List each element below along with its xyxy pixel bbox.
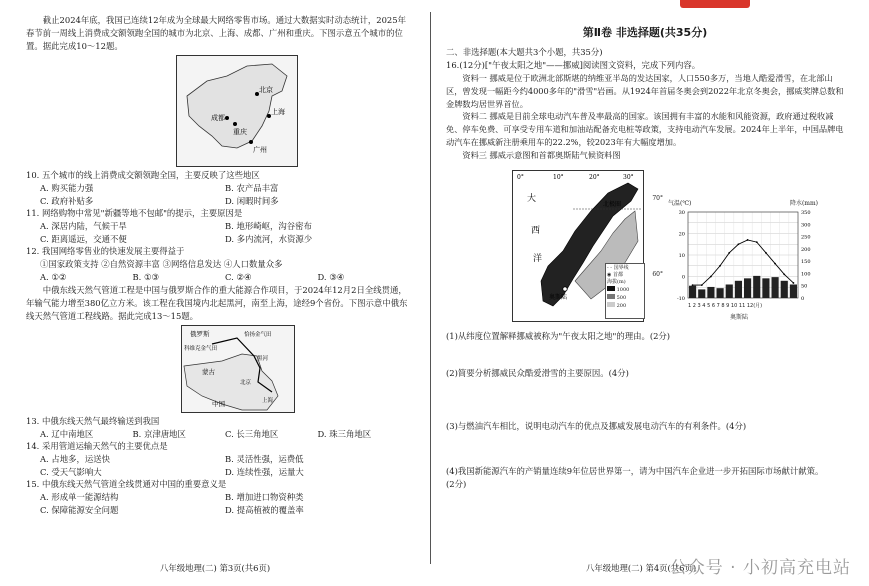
- oslo-dot: [563, 286, 567, 290]
- q10-options: [26, 182, 410, 207]
- china-city-map: [176, 55, 298, 167]
- temperature-point: [719, 264, 721, 266]
- map2-label-beijing: 北京: [240, 379, 252, 386]
- map1-label-beijing: 北京: [259, 86, 273, 94]
- q15-option-a: A. 形成单一能源结构: [40, 492, 119, 502]
- q13-option-a: A. 辽中南地区: [40, 428, 94, 439]
- question-16-head: 16.(12分)["午夜太阳之地"——挪威]阅读图文资料，完成下列内容。: [446, 60, 701, 70]
- q12-option-a: A. ①②: [40, 272, 67, 282]
- precip-bar: [762, 278, 769, 298]
- temperature-point: [710, 275, 712, 277]
- q14-options: [26, 453, 410, 478]
- q10-option-d: D. 闲暇时间多: [225, 195, 279, 206]
- map2-label-shanghai: 上海: [262, 397, 274, 404]
- precip-bar: [772, 277, 779, 298]
- intro-online-retail: 截止2024年底，我国已连续12年成为全球最大网络零售市场。通过大数据实时动态统计，2025年春节前一周线上消费成交额领跑全国的城市为北京、上海、成都、广州和重庆。下图示意五个城市的位置。据此完成10～12题。: [26, 15, 406, 51]
- temperature-point: [756, 241, 758, 243]
- map2-label-chayanda: 恰扬金气田: [244, 331, 272, 338]
- q10-option-c: C. 政府补贴多: [40, 195, 94, 206]
- q11-options: [26, 220, 410, 245]
- map3-legend: [605, 263, 645, 319]
- question-10: 10. 五个城市的线上消费成交额领跑全国，主要反映了这些地区: [26, 170, 260, 180]
- legend-border-line: - - 国界线: [607, 264, 629, 271]
- map1-label-chengdu: 成都: [211, 114, 225, 122]
- precip-bar: [726, 284, 733, 298]
- map3-lon-10: 10°: [553, 173, 564, 181]
- city-guangzhou-dot: [249, 140, 253, 144]
- pipeline-map-svg: [182, 326, 294, 412]
- precip-bar: [744, 278, 751, 298]
- temperature-point: [738, 243, 740, 245]
- q13-options: [26, 428, 410, 441]
- precip-tick-label: 150: [801, 258, 811, 265]
- temperature-point: [747, 239, 749, 241]
- question-14: 14. 采用管道运输天然气的主要优点是: [26, 441, 168, 451]
- intro-gas-pipeline: 中俄东线天然气管道工程是中国与俄罗斯合作的重大能源合作项目，于2024年12月2日全线贯通，年输气能力增至380亿立方米。该工程在我国境内北起黑河，南至上海，途经9个省份。下图示意中俄东线天然气管道工程线路。据此完成13～15题。: [26, 284, 408, 321]
- climate-ylabel-left: 气温(℃): [668, 199, 692, 207]
- map3-label-da: 大: [527, 193, 537, 204]
- temperature-point: [783, 273, 785, 275]
- map3-lat-60: 60°: [652, 270, 663, 278]
- right-page-footer: 八年级地理(二) 第4页(共6页): [586, 563, 697, 573]
- figures-row: [446, 164, 844, 326]
- temp-tick-label: 30: [678, 209, 685, 216]
- q12-items: ①国家政策支持 ②自然资源丰富 ③网络信息发达 ④人口数量众多: [40, 259, 283, 269]
- q11-option-c: C. 距离遥远，交通不便: [40, 233, 127, 244]
- right-page: [436, 0, 858, 586]
- q15-option-b: B. 增加进口物资种类: [225, 492, 304, 502]
- q13-option-c: C. 长三角地区: [225, 428, 279, 439]
- map3-lat-70: 70°: [652, 194, 663, 202]
- material-1: 资料一 挪威是位于欧洲北部斯堪的纳维亚半岛的发达国家，人口550多万，当地人酷爱滑雪，在北部山区，曾发现一幅距今约4000多年的"滑雪"岩画。从1924年首届冬奥会到2022年北京冬奥会，挪威奖牌总数和金牌数均居世界首位。: [446, 73, 844, 109]
- precip-bar: [753, 275, 760, 297]
- material-3: 资料三 挪威示意图和首都奥斯陆气候资料图: [462, 149, 621, 160]
- left-page-footer: 八年级地理(二) 第3页(共6页): [160, 563, 271, 573]
- q14-option-c: C. 受天气影响大: [40, 466, 102, 477]
- map1-label-guangzhou: 广州: [253, 146, 267, 154]
- norway-map: [512, 170, 663, 322]
- q11-option-d: D. 多内流河，水资源少: [225, 233, 313, 244]
- city-chongqing-dot: [233, 122, 237, 126]
- precip-bar: [781, 280, 788, 297]
- map3-label-xi: 西: [531, 225, 541, 236]
- precip-tick-label: 300: [801, 221, 811, 228]
- map3-label-arctic-circle: 北极圈: [603, 200, 622, 208]
- map1-label-shanghai: 上海: [271, 108, 285, 116]
- sub-question-2: (2)简要分析挪威民众酷爱滑雪的主要原因。(4分): [446, 367, 629, 378]
- map3-lon-30: 30°: [623, 173, 634, 181]
- q12-option-d: D. ③④: [317, 272, 345, 282]
- section-title: 第Ⅱ卷 非选择题(共35分): [582, 26, 708, 39]
- sub-question-4: (4)我国新能源汽车的产销量连续9年位居世界第一，请为中国汽车企业进一步开拓国际市场献计献策。(2分): [446, 465, 824, 489]
- q10-option-a: A. 购买能力强: [40, 183, 94, 193]
- map2-label-heihe: 黑河: [257, 355, 269, 362]
- page-divider: [430, 12, 431, 564]
- climate-ylabel-right: 降水(mm): [789, 199, 818, 207]
- oslo-climate-chart: [668, 198, 818, 322]
- temp-tick-label: 20: [678, 231, 685, 238]
- precip-bar: [698, 289, 705, 298]
- temp-tick-label: 0: [681, 274, 685, 281]
- map2-label-mongolia: 蒙古: [202, 367, 215, 376]
- question-12: 12. 我国网络零售业的快速发展主要得益于: [26, 246, 185, 256]
- q14-option-d: D. 连续性强，运量大: [225, 466, 304, 477]
- q13-option-d: D. 珠三角地区: [317, 428, 372, 439]
- q11-option-a: A. 深居内陆，气候干旱: [40, 221, 127, 231]
- legend-elev-200: 200: [607, 302, 643, 310]
- precip-bar: [717, 288, 724, 298]
- precip-bar: [735, 280, 742, 297]
- precip-tick-label: 100: [801, 271, 811, 278]
- map3-lon-20: 20°: [589, 173, 600, 181]
- q12-options: [26, 271, 410, 284]
- map2-label-russia: 俄罗斯: [190, 329, 210, 338]
- q14-option-a: A. 占地多，运送快: [40, 454, 110, 464]
- precip-tick-label: 250: [801, 234, 811, 241]
- temp-tick-label: 10: [678, 252, 685, 259]
- material-2: 资料二 挪威是目前全球电动汽车普及率最高的国家。该国拥有丰富的水能和风能资源，政府通过税收减免、停车免费、可享受专用车道和加油站配备充电桩等政策，支持电动汽车发展。2024年上半年，中国品牌电动汽车在挪威新注册乘用车的22.2%，较2023年有大幅度增加。: [446, 111, 844, 147]
- map2-label-china: 中国: [212, 399, 225, 408]
- precip-tick-label: 50: [801, 283, 808, 290]
- q10-option-b: B. 农产品丰富: [225, 183, 279, 193]
- question-11: 11. 网络购物中常见"新疆等地不包邮"的提示，主要原因是: [26, 208, 243, 218]
- temperature-point: [774, 262, 776, 264]
- question-15: 15. 中俄东线天然气管道全线贯通对中国的重要意义是: [26, 479, 227, 489]
- sub-question-1: (1)从纬度位置解释挪威被称为"午夜太阳之地"的理由。(2分): [446, 330, 671, 341]
- q12-option-b: B. ①③: [132, 272, 159, 282]
- sub-question-3: (3)与燃油汽车相比，说明电动汽车的优点及挪威发展电动汽车的有利条件。(4分): [446, 420, 747, 431]
- map3-label-oslo: 奥斯陆: [549, 293, 568, 301]
- map1-label-chongqing: 重庆: [233, 128, 247, 136]
- q13-option-b: B. 京津唐地区: [132, 428, 186, 439]
- legend-elev-1000: 1000: [607, 286, 643, 294]
- q11-option-b: B. 地形崎岖，沟谷密布: [225, 221, 312, 231]
- precip-bar: [790, 284, 797, 298]
- temperature-point: [692, 284, 694, 286]
- legend-capital: ◉ 首都: [607, 271, 623, 278]
- q15-option-d: D. 提高植被的覆盖率: [225, 504, 304, 515]
- temperature-point: [728, 252, 730, 254]
- temperature-point: [701, 284, 703, 286]
- map3-lon-0: 0°: [517, 173, 524, 181]
- map3-label-yang: 洋: [533, 253, 543, 264]
- climate-months: 1 2 3 4 5 6 7 8 9 10 11 12(月): [688, 302, 763, 309]
- q12-option-c: C. ②④: [225, 272, 252, 282]
- left-page: [0, 0, 422, 586]
- pipeline-map: [181, 325, 295, 413]
- legend-title: 海拔(m): [607, 278, 626, 285]
- precip-bar: [689, 285, 696, 297]
- china-map-svg: [177, 56, 297, 166]
- part-title: 二、非选择题(本大题共3个小题，共35分): [446, 47, 603, 57]
- q15-option-c: C. 保障能源安全问题: [40, 504, 119, 515]
- city-chengdu-dot: [225, 116, 229, 120]
- question-13: 13. 中俄东线天然气最终输送到我国: [26, 415, 160, 426]
- legend-elev-500: 500: [607, 294, 643, 302]
- watermark-text: 公众号 · 小初高充电站: [669, 558, 851, 578]
- precip-tick-label: 350: [801, 209, 811, 216]
- temperature-point: [765, 252, 767, 254]
- temperature-point: [793, 282, 795, 284]
- map2-label-kovykta: 科维克金气田: [184, 345, 218, 352]
- precip-tick-label: 0: [801, 295, 805, 302]
- climate-title: 奥斯陆: [730, 313, 749, 321]
- temp-tick-label: -10: [676, 295, 685, 302]
- precip-tick-label: 200: [801, 246, 811, 253]
- precip-bar: [707, 287, 714, 298]
- q15-options: [26, 491, 410, 516]
- q14-option-b: B. 灵活性强，运费低: [225, 454, 304, 464]
